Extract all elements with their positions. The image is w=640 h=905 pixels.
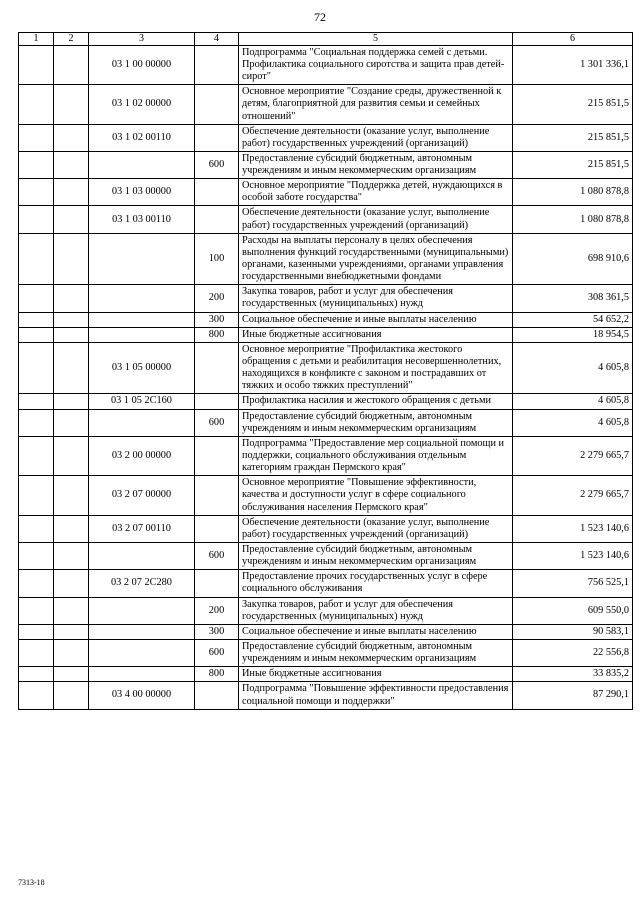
cell-amount: 1 080 878,8	[513, 206, 633, 233]
cell-expense-type	[195, 124, 239, 151]
cell-section	[19, 342, 54, 394]
cell-section	[19, 543, 54, 570]
cell-section	[19, 124, 54, 151]
cell-subsection	[54, 409, 89, 436]
cell-description: Социальное обеспечение и иные выплаты населению	[239, 312, 513, 327]
cell-section	[19, 667, 54, 682]
cell-description: Предоставление субсидий бюджетным, автономным учреждениям и иным некоммерческим организациям	[239, 151, 513, 178]
cell-subsection	[54, 476, 89, 515]
cell-target-article: 03 2 00 00000	[89, 436, 195, 475]
table-row	[19, 476, 633, 515]
cell-description: Расходы на выплаты персоналу в целях обеспечения выполнения функций государственными (муниципальными) органами, казенными учреждениями, органами управления государственными внебюджетными фондами	[239, 233, 513, 285]
cell-expense-type	[195, 342, 239, 394]
cell-target-article	[89, 639, 195, 666]
cell-target-article	[89, 409, 195, 436]
cell-target-article: 03 4 00 00000	[89, 682, 195, 709]
column-header: 2	[54, 33, 89, 46]
cell-expense-type: 200	[195, 597, 239, 624]
cell-expense-type	[195, 682, 239, 709]
budget-table	[18, 32, 633, 710]
cell-subsection	[54, 543, 89, 570]
cell-expense-type	[195, 515, 239, 542]
table-row	[19, 151, 633, 178]
table-row	[19, 597, 633, 624]
table-row	[19, 409, 633, 436]
cell-section	[19, 179, 54, 206]
table-row	[19, 624, 633, 639]
cell-expense-type	[195, 45, 239, 84]
cell-target-article: 03 1 03 00110	[89, 206, 195, 233]
cell-target-article: 03 1 05 2С160	[89, 394, 195, 409]
document-code: 7313-18	[18, 878, 45, 887]
cell-section	[19, 436, 54, 475]
cell-expense-type	[195, 436, 239, 475]
cell-subsection	[54, 624, 89, 639]
cell-target-article	[89, 285, 195, 312]
cell-section	[19, 394, 54, 409]
cell-subsection	[54, 394, 89, 409]
cell-expense-type: 300	[195, 624, 239, 639]
cell-amount: 1 523 140,6	[513, 543, 633, 570]
cell-description: Закупка товаров, работ и услуг для обеспечения государственных (муниципальных) нужд	[239, 285, 513, 312]
table-row	[19, 312, 633, 327]
cell-amount: 1 301 336,1	[513, 45, 633, 84]
cell-expense-type	[195, 394, 239, 409]
cell-target-article: 03 2 07 00000	[89, 476, 195, 515]
cell-subsection	[54, 151, 89, 178]
cell-description: Иные бюджетные ассигнования	[239, 327, 513, 342]
cell-section	[19, 285, 54, 312]
cell-amount: 4 605,8	[513, 342, 633, 394]
cell-amount: 2 279 665,7	[513, 436, 633, 475]
cell-amount: 87 290,1	[513, 682, 633, 709]
cell-expense-type: 100	[195, 233, 239, 285]
page-number: 72	[314, 10, 326, 24]
cell-description: Иные бюджетные ассигнования	[239, 667, 513, 682]
cell-subsection	[54, 124, 89, 151]
cell-section	[19, 85, 54, 124]
cell-expense-type	[195, 476, 239, 515]
cell-target-article	[89, 543, 195, 570]
table-row	[19, 206, 633, 233]
cell-description: Предоставление прочих государственных услуг в сфере социального обслуживания	[239, 570, 513, 597]
cell-expense-type: 600	[195, 409, 239, 436]
cell-description: Основное мероприятие "Поддержка детей, нуждающихся в особой заботе государства"	[239, 179, 513, 206]
cell-amount: 308 361,5	[513, 285, 633, 312]
cell-subsection	[54, 436, 89, 475]
table-row	[19, 327, 633, 342]
cell-expense-type: 800	[195, 667, 239, 682]
column-header: 4	[195, 33, 239, 46]
table-row	[19, 394, 633, 409]
cell-description: Социальное обеспечение и иные выплаты населению	[239, 624, 513, 639]
cell-target-article	[89, 233, 195, 285]
table-row	[19, 570, 633, 597]
cell-subsection	[54, 570, 89, 597]
cell-amount: 698 910,6	[513, 233, 633, 285]
cell-target-article	[89, 667, 195, 682]
cell-amount: 609 550,0	[513, 597, 633, 624]
cell-section	[19, 206, 54, 233]
cell-subsection	[54, 206, 89, 233]
cell-section	[19, 233, 54, 285]
cell-description: Подпрограмма "Предоставление мер социальной помощи и поддержки, социального обслуживания отдельным категориям граждан Пермского края"	[239, 436, 513, 475]
cell-section	[19, 476, 54, 515]
cell-target-article: 03 1 02 00110	[89, 124, 195, 151]
cell-target-article	[89, 624, 195, 639]
table-header-row	[19, 33, 633, 46]
table-row	[19, 436, 633, 475]
cell-section	[19, 597, 54, 624]
table-row	[19, 639, 633, 666]
cell-section	[19, 570, 54, 597]
cell-description: Предоставление субсидий бюджетным, автономным учреждениям и иным некоммерческим организациям	[239, 409, 513, 436]
table-row	[19, 124, 633, 151]
cell-amount: 54 652,2	[513, 312, 633, 327]
cell-expense-type	[195, 570, 239, 597]
table-row	[19, 233, 633, 285]
cell-subsection	[54, 342, 89, 394]
cell-subsection	[54, 312, 89, 327]
cell-subsection	[54, 233, 89, 285]
table-row	[19, 342, 633, 394]
cell-expense-type: 600	[195, 151, 239, 178]
cell-description: Предоставление субсидий бюджетным, автономным учреждениям и иным некоммерческим организациям	[239, 639, 513, 666]
cell-amount: 4 605,8	[513, 394, 633, 409]
column-header: 1	[19, 33, 54, 46]
cell-description: Подпрограмма "Повышение эффективности предоставления социальной помощи и поддержки"	[239, 682, 513, 709]
cell-description: Профилактика насилия и жестокого обращения с детьми	[239, 394, 513, 409]
cell-target-article	[89, 151, 195, 178]
cell-amount: 90 583,1	[513, 624, 633, 639]
cell-subsection	[54, 45, 89, 84]
table-row	[19, 85, 633, 124]
cell-expense-type: 600	[195, 639, 239, 666]
cell-description: Закупка товаров, работ и услуг для обеспечения государственных (муниципальных) нужд	[239, 597, 513, 624]
cell-expense-type: 600	[195, 543, 239, 570]
cell-description: Основное мероприятие "Создание среды, дружественной к детям, благоприятной для развития семьи и семейных отношений"	[239, 85, 513, 124]
cell-section	[19, 515, 54, 542]
cell-amount: 18 954,5	[513, 327, 633, 342]
cell-expense-type	[195, 85, 239, 124]
cell-target-article	[89, 597, 195, 624]
cell-amount: 215 851,5	[513, 151, 633, 178]
cell-expense-type: 200	[195, 285, 239, 312]
cell-target-article: 03 2 07 2С280	[89, 570, 195, 597]
cell-section	[19, 45, 54, 84]
table-row	[19, 45, 633, 84]
cell-section	[19, 409, 54, 436]
cell-target-article: 03 1 03 00000	[89, 179, 195, 206]
cell-description: Основное мероприятие "Профилактика жестокого обращения с детьми и реабилитация несовершеннолетних, находящихся в конфликте с законом и пострадавших от тяжких и особо тяжких преступлений"	[239, 342, 513, 394]
cell-amount: 1 080 878,8	[513, 179, 633, 206]
cell-description: Основное мероприятие "Повышение эффективности, качества и доступности услуг в сфере социального обслуживания населения Пермского края"	[239, 476, 513, 515]
cell-section	[19, 151, 54, 178]
cell-section	[19, 312, 54, 327]
cell-expense-type: 800	[195, 327, 239, 342]
cell-amount: 756 525,1	[513, 570, 633, 597]
cell-target-article: 03 1 02 00000	[89, 85, 195, 124]
cell-amount: 22 556,8	[513, 639, 633, 666]
cell-target-article: 03 1 05 00000	[89, 342, 195, 394]
cell-description: Обеспечение деятельности (оказание услуг, выполнение работ) государственных учреждений (организаций)	[239, 515, 513, 542]
table-row	[19, 543, 633, 570]
cell-section	[19, 624, 54, 639]
cell-description: Обеспечение деятельности (оказание услуг, выполнение работ) государственных учреждений (организаций)	[239, 124, 513, 151]
cell-target-article: 03 2 07 00110	[89, 515, 195, 542]
cell-expense-type: 300	[195, 312, 239, 327]
column-header: 6	[513, 33, 633, 46]
cell-amount: 2 279 665,7	[513, 476, 633, 515]
table-row	[19, 682, 633, 709]
table-row	[19, 667, 633, 682]
cell-section	[19, 639, 54, 666]
cell-description: Подпрограмма "Социальная поддержка семей с детьми. Профилактика социального сиротства и защита прав детей-сирот"	[239, 45, 513, 84]
cell-section	[19, 327, 54, 342]
table-row	[19, 285, 633, 312]
cell-subsection	[54, 327, 89, 342]
cell-target-article	[89, 327, 195, 342]
cell-subsection	[54, 667, 89, 682]
cell-amount: 4 605,8	[513, 409, 633, 436]
cell-subsection	[54, 85, 89, 124]
column-header: 5	[239, 33, 513, 46]
table-row	[19, 179, 633, 206]
cell-target-article: 03 1 00 00000	[89, 45, 195, 84]
cell-section	[19, 682, 54, 709]
cell-subsection	[54, 285, 89, 312]
cell-subsection	[54, 639, 89, 666]
cell-expense-type	[195, 179, 239, 206]
table-row	[19, 515, 633, 542]
cell-subsection	[54, 597, 89, 624]
cell-amount: 1 523 140,6	[513, 515, 633, 542]
cell-amount: 215 851,5	[513, 124, 633, 151]
cell-amount: 215 851,5	[513, 85, 633, 124]
cell-amount: 33 835,2	[513, 667, 633, 682]
cell-target-article	[89, 312, 195, 327]
cell-subsection	[54, 515, 89, 542]
cell-description: Предоставление субсидий бюджетным, автономным учреждениям и иным некоммерческим организациям	[239, 543, 513, 570]
cell-description: Обеспечение деятельности (оказание услуг, выполнение работ) государственных учреждений (организаций)	[239, 206, 513, 233]
cell-subsection	[54, 682, 89, 709]
cell-subsection	[54, 179, 89, 206]
cell-expense-type	[195, 206, 239, 233]
column-header: 3	[89, 33, 195, 46]
